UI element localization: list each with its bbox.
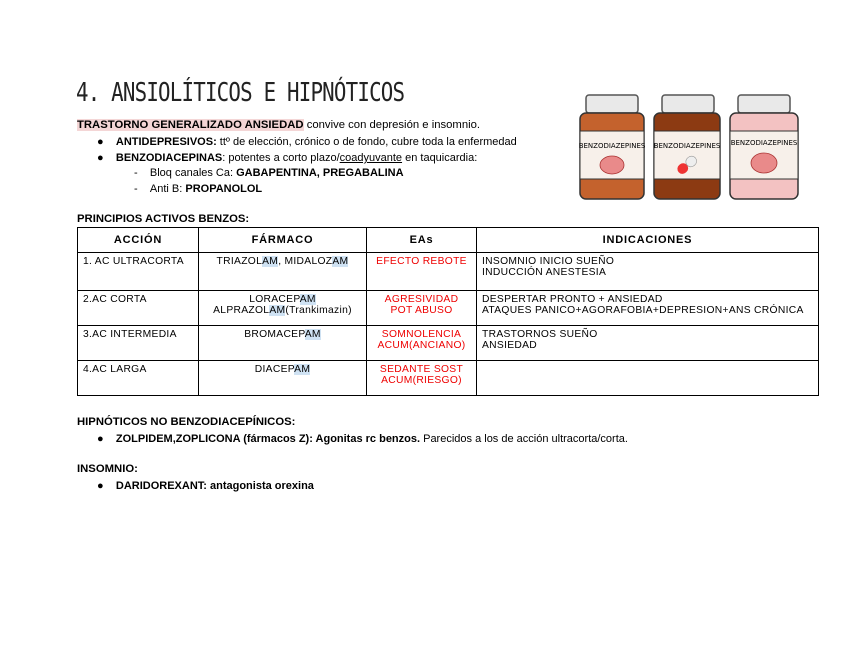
bullet-dot-icon: ● <box>97 136 104 148</box>
sub-bullet-text: Bloq canales Ca: <box>149 167 237 179</box>
drug-suffix: AM <box>269 305 286 316</box>
pill-bottle-3 <box>730 95 798 199</box>
table-header-row <box>78 228 819 253</box>
cell-eas <box>367 326 477 361</box>
bullet-zolpidem <box>97 433 628 445</box>
ea-text: AGRESIVIDAD <box>384 294 459 305</box>
header-farmaco: FÁRMACO <box>199 228 367 253</box>
header-indicaciones: INDICACIONES <box>477 228 819 253</box>
bullet-bold: ZOLPIDEM,ZOPLICONA (fármacos Z): Agonitas rc benzos. <box>115 433 421 445</box>
insomnio-heading: INSOMNIO: <box>77 463 138 475</box>
bullet-text: : potentes a corto plazo/ <box>222 152 340 164</box>
drug-brand: (Trankimazin) <box>285 305 352 316</box>
cell-accion: 4.AC LARGA <box>78 361 199 396</box>
bullet-bold: ANTIDEPRESIVOS: <box>115 136 217 148</box>
cell-farmaco <box>199 361 367 396</box>
sub-bullet-text: Anti B: <box>149 183 186 195</box>
pill-bottles-image <box>578 93 823 203</box>
bullet-daridorexant <box>97 480 314 492</box>
bullet-bold: DARIDOREXANT: antagonista orexina <box>115 480 314 492</box>
bottle-label: BENZODIAZEPINES <box>578 142 646 150</box>
bullet-text: Parecidos a los de acción ultracorta/corta. <box>420 433 628 445</box>
bullet-text: en taquicardia: <box>402 152 478 164</box>
brain-icon <box>751 153 777 173</box>
cell-accion: 2.AC CORTA <box>78 291 199 326</box>
ea-text: SOMNOLENCIA <box>381 329 462 340</box>
indicacion-text: INSOMNIO INICIO SUEÑO <box>482 256 615 267</box>
drug-prefix: TRIAZOL <box>216 256 263 267</box>
ea-text: POT ABUSO <box>390 305 453 316</box>
header-accion: ACCIÓN <box>78 228 199 253</box>
pill-bottle-2 <box>654 95 721 199</box>
drug-prefix: BROMACEP <box>244 329 305 340</box>
bullet-benzodiacepinas <box>97 152 477 164</box>
indicacion-text: INDUCCIÓN ANESTESIA <box>482 267 607 278</box>
table-row <box>78 326 819 361</box>
table-row <box>78 361 819 396</box>
ea-text: SEDANTE SOST <box>379 364 464 375</box>
ea-text: ACUM(ANCIANO) <box>377 340 466 351</box>
page-title: 4. ANSIOLÍTICOS E HIPNÓTICOS <box>76 78 405 108</box>
brain-icon <box>600 156 624 174</box>
drug-suffix: AM <box>294 364 311 375</box>
drug-suffix: AM <box>332 256 349 267</box>
drug-prefix: DIACEP <box>254 364 295 375</box>
bullet-antidepresivos <box>97 136 517 148</box>
drug-prefix: LORACEP <box>249 294 300 305</box>
bullet-dot-icon: ● <box>97 152 104 164</box>
intro-line <box>77 119 480 131</box>
bullet-bold: BENZODIACEPINAS <box>115 152 223 164</box>
principios-heading: PRINCIPIOS ACTIVOS BENZOS: <box>77 213 250 225</box>
ea-text: EFECTO REBOTE <box>376 256 467 267</box>
cell-eas <box>367 253 477 291</box>
table-row <box>78 291 819 326</box>
bullet-dot-icon: ● <box>97 480 104 492</box>
bullet-dot-icon: ● <box>97 433 104 445</box>
ea-text: ACUM(RIESGO) <box>381 375 462 386</box>
cell-farmaco <box>199 253 367 291</box>
cell-indicaciones <box>477 361 819 396</box>
bottle-label: BENZODIAZEPINES <box>653 142 721 150</box>
cell-indicaciones <box>477 326 819 361</box>
cell-accion: 1. AC ULTRACORTA <box>78 253 199 291</box>
highlight-term: TRASTORNO GENERALIZADO ANSIEDAD <box>77 119 304 131</box>
cell-farmaco <box>199 291 367 326</box>
hipnoticos-heading: HIPNÓTICOS NO BENZODIACEPÍNICOS: <box>77 416 296 428</box>
cell-accion: 3.AC INTERMEDIA <box>78 326 199 361</box>
pill-bottle-1 <box>579 95 646 199</box>
sub-bullet: - Anti B: PROPANOLOL <box>134 183 263 195</box>
underlined-word: coadyuvante <box>339 152 403 164</box>
drug-suffix: AM <box>262 256 279 267</box>
bullet-text: ttº de elección, crónico o de fondo, cubre toda la enfermedad <box>216 136 517 148</box>
bottle-label: BENZODIAZEPINES <box>730 139 798 147</box>
intro-text: convive con depresión e insomnio. <box>303 119 481 131</box>
indicacion-text: ATAQUES PANICO+AGORAFOBIA+DEPRESION+ANS CRÓNICA <box>482 305 804 316</box>
indicacion-text: TRASTORNOS SUEÑO <box>482 329 598 340</box>
sub-bullet-bold: PROPANOLOL <box>185 183 263 195</box>
cell-eas <box>367 291 477 326</box>
sub-bullet-bold: GABAPENTINA, PREGABALINA <box>236 167 404 179</box>
cell-eas <box>367 361 477 396</box>
benzos-table <box>77 227 819 396</box>
cell-indicaciones <box>477 253 819 291</box>
sub-bullet: - Bloq canales Ca: GABAPENTINA, PREGABALINA <box>134 167 404 179</box>
table-row <box>78 253 819 291</box>
header-eas: EAs <box>367 228 477 253</box>
drug-suffix: AM <box>299 294 316 305</box>
indicacion-text: DESPERTAR PRONTO + ANSIEDAD <box>482 294 663 305</box>
cell-indicaciones <box>477 291 819 326</box>
cell-farmaco <box>199 326 367 361</box>
drug-prefix: , MIDALOZ <box>278 256 333 267</box>
indicacion-text: ANSIEDAD <box>482 340 538 351</box>
drug-prefix: ALPRAZOL <box>213 305 270 316</box>
drug-suffix: AM <box>304 329 321 340</box>
